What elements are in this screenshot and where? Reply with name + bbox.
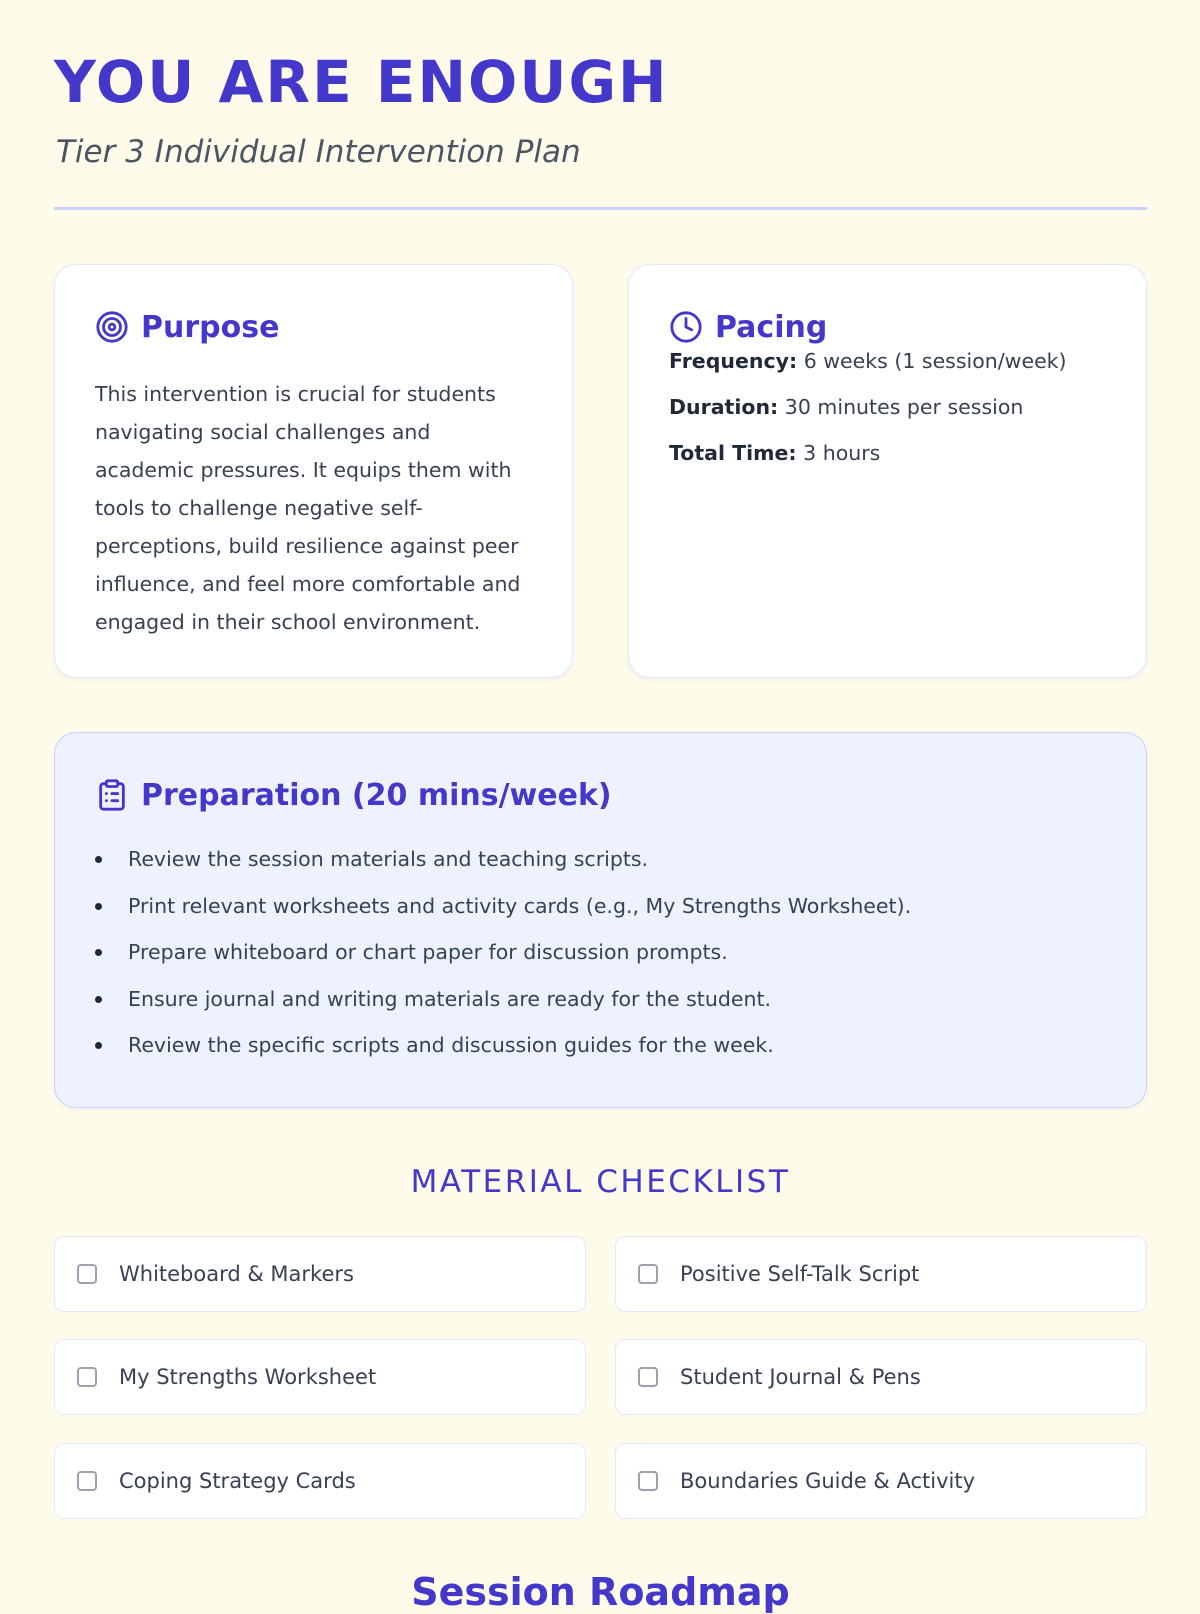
- checkbox[interactable]: [638, 1367, 658, 1387]
- purpose-header: [95, 305, 532, 349]
- purpose-title: Purpose: [141, 309, 280, 345]
- pacing-frequency-label: Frequency:: [669, 349, 798, 373]
- header-divider: [54, 207, 1147, 210]
- pacing-total-time-value: 3 hours: [803, 441, 881, 465]
- checkbox[interactable]: [638, 1471, 658, 1491]
- page-title: YOU ARE ENOUGH: [54, 48, 669, 116]
- purpose-text: This intervention is crucial for students navigating social challenges and academic pressures. It equips them with tools to challenge negative self-perceptions, build resilience against peer influence, and feel more comfortable and engaged in their school environment.: [95, 382, 521, 634]
- pacing-duration-value: 30 minutes per session: [784, 395, 1024, 419]
- list-item-text: Review the session materials and teaching scripts.: [128, 847, 649, 871]
- pacing-frequency: [669, 349, 1106, 373]
- clock-icon: [669, 310, 703, 344]
- purpose-card: [54, 264, 573, 678]
- checklist-item-self-talk-script[interactable]: [615, 1236, 1147, 1312]
- list-item: [95, 987, 1106, 1011]
- checklist-heading: MATERIAL CHECKLIST: [410, 1164, 791, 1200]
- checklist-item-boundaries-guide[interactable]: [615, 1443, 1147, 1519]
- checklist-item-label: Coping Strategy Cards: [119, 1469, 356, 1493]
- page-subtitle: Tier 3 Individual Intervention Plan: [56, 134, 581, 170]
- list-item: [95, 894, 1106, 918]
- checklist-item-coping-cards[interactable]: [54, 1443, 586, 1519]
- pacing-duration-label: Duration:: [669, 395, 779, 419]
- list-item-text: Ensure journal and writing materials are ready for the student.: [128, 986, 772, 1011]
- bullet-dot: [95, 949, 102, 956]
- pacing-duration: [669, 395, 1106, 419]
- preparation-title: Preparation (20 mins/week): [141, 777, 612, 813]
- checkbox[interactable]: [77, 1471, 97, 1491]
- target-icon: [95, 310, 129, 344]
- clipboard-icon: [95, 778, 129, 812]
- checklist-item-journal[interactable]: [615, 1339, 1147, 1415]
- checklist-item-label: Student Journal & Pens: [680, 1365, 921, 1389]
- checkbox[interactable]: [638, 1264, 658, 1284]
- checklist-item-label: My Strengths Worksheet: [119, 1365, 377, 1389]
- bullet-dot: [95, 856, 102, 863]
- bullet-dot: [95, 1042, 102, 1049]
- preparation-card: [54, 732, 1147, 1108]
- checklist-item-label: Whiteboard & Markers: [119, 1262, 354, 1286]
- pacing-title: Pacing: [715, 309, 828, 345]
- list-item-text: Print relevant worksheets and activity cards (e.g., My Strengths Worksheet).: [128, 893, 912, 918]
- list-item-text: Review the specific scripts and discussion guides for the week.: [128, 1033, 774, 1057]
- preparation-header: [95, 773, 1106, 817]
- bullet-dot: [95, 996, 102, 1003]
- preparation-list: [95, 847, 1106, 1057]
- pacing-total-time: [669, 441, 1106, 465]
- list-item-text: Prepare whiteboard or chart paper for discussion prompts.: [128, 940, 728, 964]
- pacing-header: [669, 305, 1106, 349]
- list-item: [95, 1033, 1106, 1057]
- pacing-total-time-label: Total Time:: [669, 441, 797, 465]
- checklist-item-strengths-worksheet[interactable]: [54, 1339, 586, 1415]
- checkbox[interactable]: [77, 1367, 97, 1387]
- checklist-item-whiteboard[interactable]: [54, 1236, 586, 1312]
- list-item: [95, 847, 1106, 871]
- checklist-item-label: Boundaries Guide & Activity: [680, 1469, 976, 1493]
- list-item: [95, 940, 1106, 964]
- bullet-dot: [95, 903, 102, 910]
- pacing-card: [628, 264, 1147, 678]
- checklist-item-label: Positive Self-Talk Script: [680, 1262, 920, 1286]
- session-roadmap-heading: Session Roadmap: [411, 1570, 790, 1614]
- pacing-frequency-value: 6 weeks (1 session/week): [803, 349, 1067, 373]
- checkbox[interactable]: [77, 1264, 97, 1284]
